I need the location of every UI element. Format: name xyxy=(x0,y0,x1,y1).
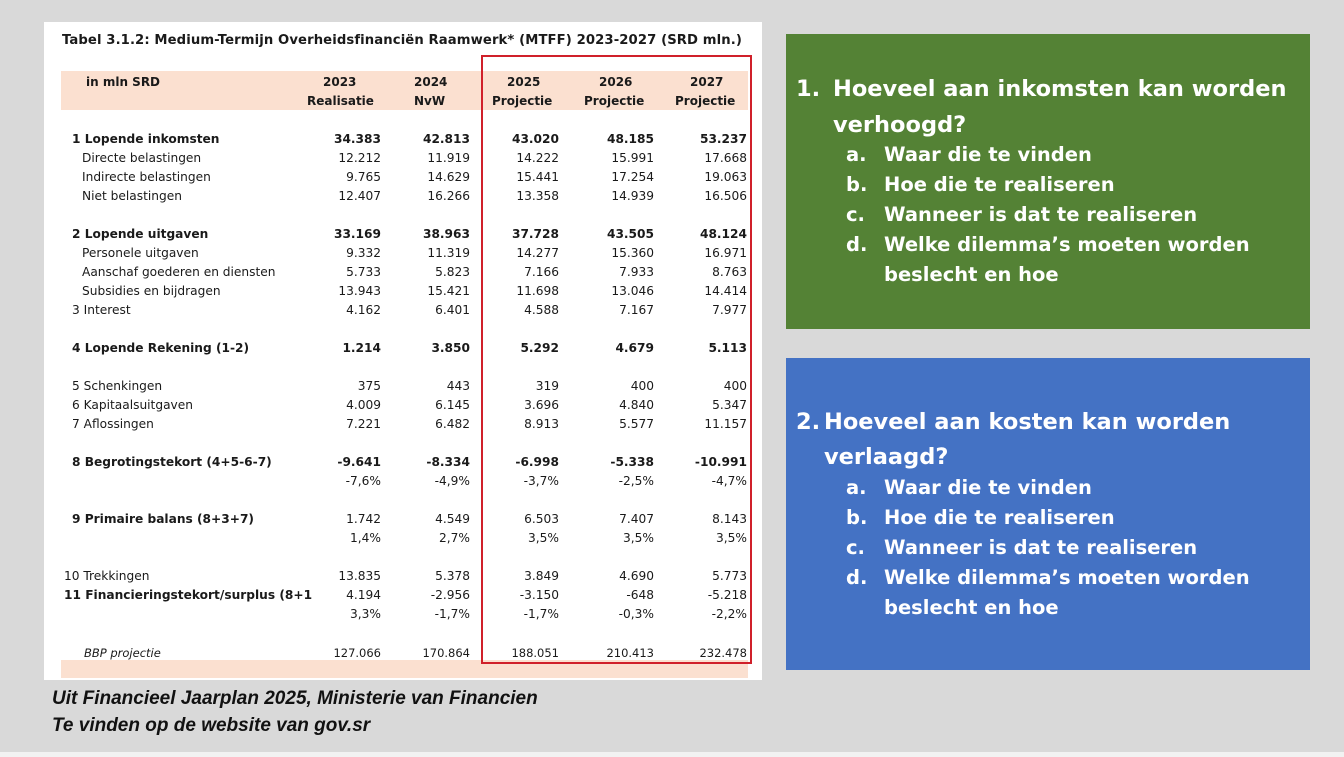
row-value-2024: 16.266 xyxy=(427,189,470,203)
row-value-2027: 5.773 xyxy=(712,569,747,583)
row-value-2025: -3.150 xyxy=(519,588,559,602)
mtff-table-panel xyxy=(44,22,762,680)
row-value-2025: 4.588 xyxy=(524,303,559,317)
row-label: BBP projectie xyxy=(84,646,161,660)
row-value-2027: 19.063 xyxy=(704,170,747,184)
question-panel-income xyxy=(786,34,1310,329)
row-value-2024: 170.864 xyxy=(422,646,470,660)
question-number: 2. xyxy=(796,409,821,435)
row-value-2025: 5.292 xyxy=(520,341,559,355)
row-value-2024: 42.813 xyxy=(422,132,470,146)
row-value-2025: 319 xyxy=(535,379,559,393)
row-value-2024: 4.549 xyxy=(435,512,470,526)
row-value-2027: 16.506 xyxy=(704,189,747,203)
source-caption-line2: Te vinden op de website van gov.sr xyxy=(52,715,371,736)
row-value-2027: 8.143 xyxy=(712,512,747,526)
question-number: 1. xyxy=(796,76,821,102)
row-value-2024: -4,9% xyxy=(434,474,470,488)
table-title: Tabel 3.1.2: Medium-Termijn Overheidsfinanciën Raamwerk* (MTFF) 2023-2027 (SRD mln.) xyxy=(62,33,742,48)
row-value-2025: 3.696 xyxy=(524,398,559,412)
item-text-continued: beslecht en hoe xyxy=(884,596,1059,619)
col-type-2025: Projectie xyxy=(492,94,553,108)
row-value-2026: 4.679 xyxy=(615,341,654,355)
row-value-2027: 400 xyxy=(723,379,747,393)
row-value-2026: 4.690 xyxy=(619,569,654,583)
row-value-2023: 12.212 xyxy=(338,151,381,165)
row-value-2023: 375 xyxy=(357,379,381,393)
row-label: 10 Trekkingen xyxy=(64,569,150,583)
item-letter: b. xyxy=(846,173,868,196)
row-value-2023: 12.407 xyxy=(338,189,381,203)
row-label: 7 Aflossingen xyxy=(72,417,154,431)
row-value-2027: -4,7% xyxy=(711,474,747,488)
row-value-2026: 7.167 xyxy=(619,303,654,317)
col-year-2025: 2025 xyxy=(507,75,541,89)
row-value-2025: 3,5% xyxy=(528,531,559,545)
source-caption-line1: Uit Financieel Jaarplan 2025, Ministerie van Financien xyxy=(52,688,538,709)
row-value-2024: 6.482 xyxy=(435,417,470,431)
item-letter: d. xyxy=(846,233,868,256)
row-value-2023: 7.221 xyxy=(346,417,381,431)
row-label: Directe belastingen xyxy=(82,151,202,165)
row-value-2024: 5.823 xyxy=(435,265,470,279)
row-value-2023: 1.214 xyxy=(342,341,381,355)
row-value-2026: 400 xyxy=(630,379,654,393)
row-value-2023: 4.009 xyxy=(346,398,381,412)
item-text: Wanneer is dat te realiseren xyxy=(884,203,1198,226)
row-value-2026: 43.505 xyxy=(606,227,654,241)
row-value-2024: 15.421 xyxy=(427,284,470,298)
item-text: Hoe die te realiseren xyxy=(884,506,1115,529)
row-value-2024: 14.629 xyxy=(427,170,470,184)
row-value-2025: 14.277 xyxy=(516,246,559,260)
row-value-2027: -5.218 xyxy=(707,588,747,602)
row-value-2026: 3,5% xyxy=(623,531,654,545)
row-value-2027: -10.991 xyxy=(694,455,747,469)
row-value-2023: 13.835 xyxy=(338,569,381,583)
row-label: 1 Lopende inkomsten xyxy=(72,132,220,146)
row-value-2027: 16.971 xyxy=(704,246,747,260)
col-year-2023: 2023 xyxy=(323,75,357,89)
row-label: 6 Kapitaalsuitgaven xyxy=(72,398,193,412)
row-value-2025: 14.222 xyxy=(516,151,559,165)
row-value-2024: 11.319 xyxy=(427,246,470,260)
item-text: Waar die te vinden xyxy=(884,476,1092,499)
row-label: 5 Schenkingen xyxy=(72,379,163,393)
col-type-2023: Realisatie xyxy=(307,94,374,108)
row-value-2024: -2.956 xyxy=(430,588,470,602)
col-year-2026: 2026 xyxy=(599,75,633,89)
row-value-2023: 9.765 xyxy=(346,170,381,184)
row-value-2027: 5.113 xyxy=(708,341,747,355)
row-value-2026: 7.407 xyxy=(619,512,654,526)
row-value-2027: 8.763 xyxy=(712,265,747,279)
row-label: Aanschaf goederen en diensten xyxy=(82,265,276,279)
row-value-2023: -9.641 xyxy=(337,455,381,469)
question-line2: verhoogd? xyxy=(833,112,967,138)
row-value-2024: -8.334 xyxy=(426,455,470,469)
item-letter: c. xyxy=(846,203,865,226)
col-type-2024: NvW xyxy=(414,94,446,108)
row-label: 8 Begrotingstekort (4+5-6-7) xyxy=(72,455,272,469)
row-value-2023: 34.383 xyxy=(333,132,381,146)
row-value-2026: 17.254 xyxy=(611,170,654,184)
row-value-2024: -1,7% xyxy=(434,607,470,621)
row-value-2024: 2,7% xyxy=(439,531,470,545)
table-body xyxy=(62,22,762,680)
item-text: Welke dilemma’s moeten worden xyxy=(884,233,1250,256)
row-value-2026: 15.991 xyxy=(611,151,654,165)
row-value-2027: -2,2% xyxy=(711,607,747,621)
row-value-2025: 13.358 xyxy=(516,189,559,203)
row-value-2025: 15.441 xyxy=(516,170,559,184)
row-value-2027: 48.124 xyxy=(699,227,747,241)
row-value-2023: 4.194 xyxy=(346,588,381,602)
item-letter: a. xyxy=(846,143,867,166)
item-letter: b. xyxy=(846,506,868,529)
row-value-2024: 38.963 xyxy=(422,227,470,241)
row-label: 3 Interest xyxy=(72,303,131,317)
row-value-2023: 127.066 xyxy=(333,646,381,660)
item-text: Waar die te vinden xyxy=(884,143,1092,166)
row-value-2023: 1.742 xyxy=(346,512,381,526)
row-value-2026: 14.939 xyxy=(611,189,654,203)
row-label: Niet belastingen xyxy=(82,189,182,203)
row-value-2026: 13.046 xyxy=(611,284,654,298)
item-text: Wanneer is dat te realiseren xyxy=(884,536,1198,559)
row-value-2023: 5.733 xyxy=(346,265,381,279)
row-value-2026: 7.933 xyxy=(619,265,654,279)
item-letter: a. xyxy=(846,476,867,499)
row-value-2027: 53.237 xyxy=(699,132,747,146)
row-value-2023: 33.169 xyxy=(333,227,381,241)
row-label: 11 Financieringstekort/surplus (8+1 xyxy=(64,588,313,602)
row-value-2026: -648 xyxy=(626,588,654,602)
row-value-2026: -2,5% xyxy=(618,474,654,488)
row-value-2025: 7.166 xyxy=(524,265,559,279)
row-value-2027: 5.347 xyxy=(712,398,747,412)
item-letter: d. xyxy=(846,566,868,589)
row-value-2024: 6.145 xyxy=(435,398,470,412)
row-label: Subsidies en bijdragen xyxy=(82,284,221,298)
question-line1: Hoeveel aan inkomsten kan worden xyxy=(833,76,1287,102)
row-value-2024: 3.850 xyxy=(431,341,470,355)
item-text-continued: beslecht en hoe xyxy=(884,263,1059,286)
row-label: 2 Lopende uitgaven xyxy=(72,227,209,241)
question-line1: Hoeveel aan kosten kan worden xyxy=(824,409,1231,435)
row-value-2027: 7.977 xyxy=(712,303,747,317)
row-value-2025: -6.998 xyxy=(515,455,559,469)
row-value-2025: 3.849 xyxy=(524,569,559,583)
row-value-2025: 8.913 xyxy=(524,417,559,431)
row-value-2025: 11.698 xyxy=(516,284,559,298)
row-value-2023: 1,4% xyxy=(350,531,381,545)
row-value-2024: 6.401 xyxy=(435,303,470,317)
row-label: 9 Primaire balans (8+3+7) xyxy=(72,512,254,526)
row-value-2026: 210.413 xyxy=(606,646,654,660)
row-value-2026: -0,3% xyxy=(618,607,654,621)
row-value-2027: 17.668 xyxy=(704,151,747,165)
row-value-2023: 9.332 xyxy=(346,246,381,260)
item-text: Hoe die te realiseren xyxy=(884,173,1115,196)
row-value-2025: 43.020 xyxy=(511,132,559,146)
row-label: Indirecte belastingen xyxy=(82,170,211,184)
row-label: Personele uitgaven xyxy=(82,246,199,260)
item-text: Welke dilemma’s moeten worden xyxy=(884,566,1250,589)
row-value-2027: 3,5% xyxy=(716,531,747,545)
row-value-2023: 3,3% xyxy=(350,607,381,621)
row-value-2025: 37.728 xyxy=(511,227,559,241)
slide-bottom-band xyxy=(0,752,1344,757)
col-type-2027: Projectie xyxy=(675,94,736,108)
row-value-2025: -1,7% xyxy=(523,607,559,621)
row-value-2024: 5.378 xyxy=(435,569,470,583)
row-value-2026: 48.185 xyxy=(606,132,654,146)
row-value-2026: -5.338 xyxy=(610,455,654,469)
row-value-2024: 11.919 xyxy=(427,151,470,165)
item-letter: c. xyxy=(846,536,865,559)
row-value-2024: 443 xyxy=(446,379,470,393)
col-year-2024: 2024 xyxy=(414,75,448,89)
unit-label: in mln SRD xyxy=(86,75,161,89)
row-value-2023: -7,6% xyxy=(345,474,381,488)
row-value-2027: 14.414 xyxy=(704,284,747,298)
row-value-2026: 4.840 xyxy=(619,398,654,412)
col-type-2026: Projectie xyxy=(584,94,645,108)
col-year-2027: 2027 xyxy=(690,75,724,89)
row-value-2025: -3,7% xyxy=(523,474,559,488)
row-value-2026: 15.360 xyxy=(611,246,654,260)
row-value-2027: 232.478 xyxy=(699,646,747,660)
question-line2: verlaagd? xyxy=(824,444,949,470)
question-panel-costs xyxy=(786,358,1310,670)
row-value-2025: 188.051 xyxy=(511,646,559,660)
row-value-2023: 13.943 xyxy=(338,284,381,298)
row-value-2027: 11.157 xyxy=(704,417,747,431)
row-value-2025: 6.503 xyxy=(524,512,559,526)
row-value-2026: 5.577 xyxy=(619,417,654,431)
row-label: 4 Lopende Rekening (1-2) xyxy=(72,341,250,355)
row-value-2023: 4.162 xyxy=(346,303,381,317)
